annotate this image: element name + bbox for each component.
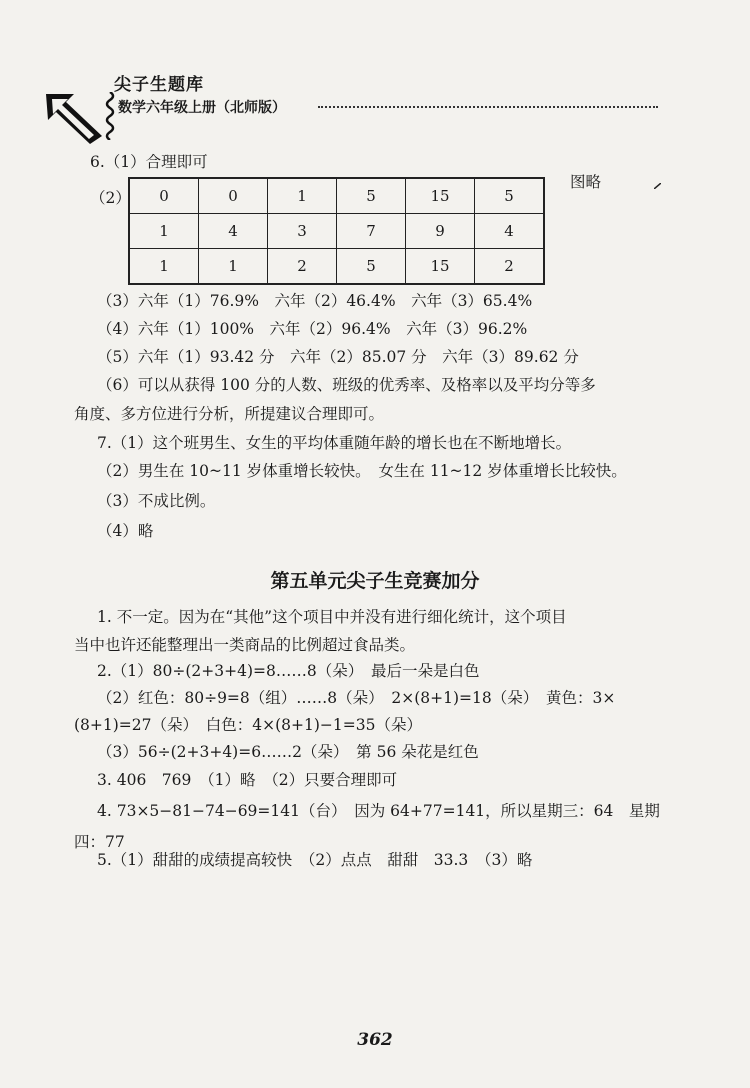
unit5-q2-part2-line1: （2）红色：80÷9=8（组）……8（朵） 2×(8+1)=18（朵） 黄色：3× [97,689,616,707]
table-row [129,214,544,249]
table-cell: 1 [268,178,337,214]
book-subtitle: 数学六年级上册（北师版） [118,100,286,116]
unit5-q1-line2: 当中也许还能整理出一类商品的比例超过食品类。 [74,636,416,654]
table-cell: 1 [199,249,268,285]
q6-part3: （3）六年（1）76.9% 六年（2）46.4% 六年（3）65.4% [97,292,533,310]
q6-part6-line1: （6）可以从获得 100 分的人数、班级的优秀率、及格率以及平均分等多 [97,376,596,394]
q6-part1: 6.（1）合理即可 [90,153,208,171]
table-cell: 4 [475,214,545,249]
table-cell: 0 [199,178,268,214]
unit5-q1-line1: 1. 不一定。因为在“其他”这个项目中并没有进行细化统计，这个项目 [97,608,567,626]
table-cell: 7 [337,214,406,249]
unit5-q2-part2-line2: (8+1)=27（朵） 白色：4×(8+1)−1=35（朵） [74,716,422,734]
header-dotted-rule [318,106,658,108]
q7-part3: （3）不成比例。 [97,492,216,510]
unit5-q4-line2: 四：77 [74,833,125,851]
stray-mark-icon [654,183,661,189]
table-cell: 1 [129,214,199,249]
q7-part2: （2）男生在 10~11 岁体重增长较快。 女生在 11~12 岁体重增长比较快。 [97,462,627,480]
table-cell: 2 [475,249,545,285]
table-row [129,249,544,285]
unit5-q4-line1: 4. 73×5−81−74−69=141（台） 因为 64+77=141，所以星期三：64 星期 [97,802,660,820]
table-cell: 0 [129,178,199,214]
answer-table [128,177,545,285]
q6-part2-label: （2） [90,189,131,207]
table-cell: 9 [406,214,475,249]
book-title: 尖子生题库 [114,75,204,95]
table-cell: 3 [268,214,337,249]
table-cell: 15 [406,249,475,285]
page-number: 362 [357,1030,393,1050]
q6-part5: （5）六年（1）93.42 分 六年（2）85.07 分 六年（3）89.62 分 [97,348,579,366]
arrow-logo-icon [44,90,106,146]
wavy-divider-icon [103,92,117,140]
table-cell: 1 [129,249,199,285]
q7-part4: （4）略 [97,522,154,540]
q6-part4: （4）六年（1）100% 六年（2）96.4% 六年（3）96.2% [97,320,528,338]
q7-part1: 7.（1）这个班男生、女生的平均体重随年龄的增长也在不断地增长。 [97,434,572,452]
q6-part6-line2: 角度、多方位进行分析，所提建议合理即可。 [74,405,385,423]
unit5-q2-part1: 2.（1）80÷(2+3+4)=8……8（朵） 最后一朵是白色 [97,662,480,680]
unit5-q5: 5.（1）甜甜的成绩提高较快 （2）点点 甜甜 33.3 （3）略 [97,851,533,869]
table-cell: 5 [475,178,545,214]
table-cell: 5 [337,178,406,214]
q6-table-note: 图略 [570,173,602,191]
unit5-q3: 3. 406 769 （1）略 （2）只要合理即可 [97,771,398,789]
table-row [129,178,544,214]
table-cell: 5 [337,249,406,285]
section-title: 第五单元尖子生竞赛加分 [270,570,480,592]
unit5-q2-part3: （3）56÷(2+3+4)=6……2（朵） 第 56 朵花是红色 [97,743,479,761]
table-cell: 15 [406,178,475,214]
table-cell: 4 [199,214,268,249]
table-cell: 2 [268,249,337,285]
